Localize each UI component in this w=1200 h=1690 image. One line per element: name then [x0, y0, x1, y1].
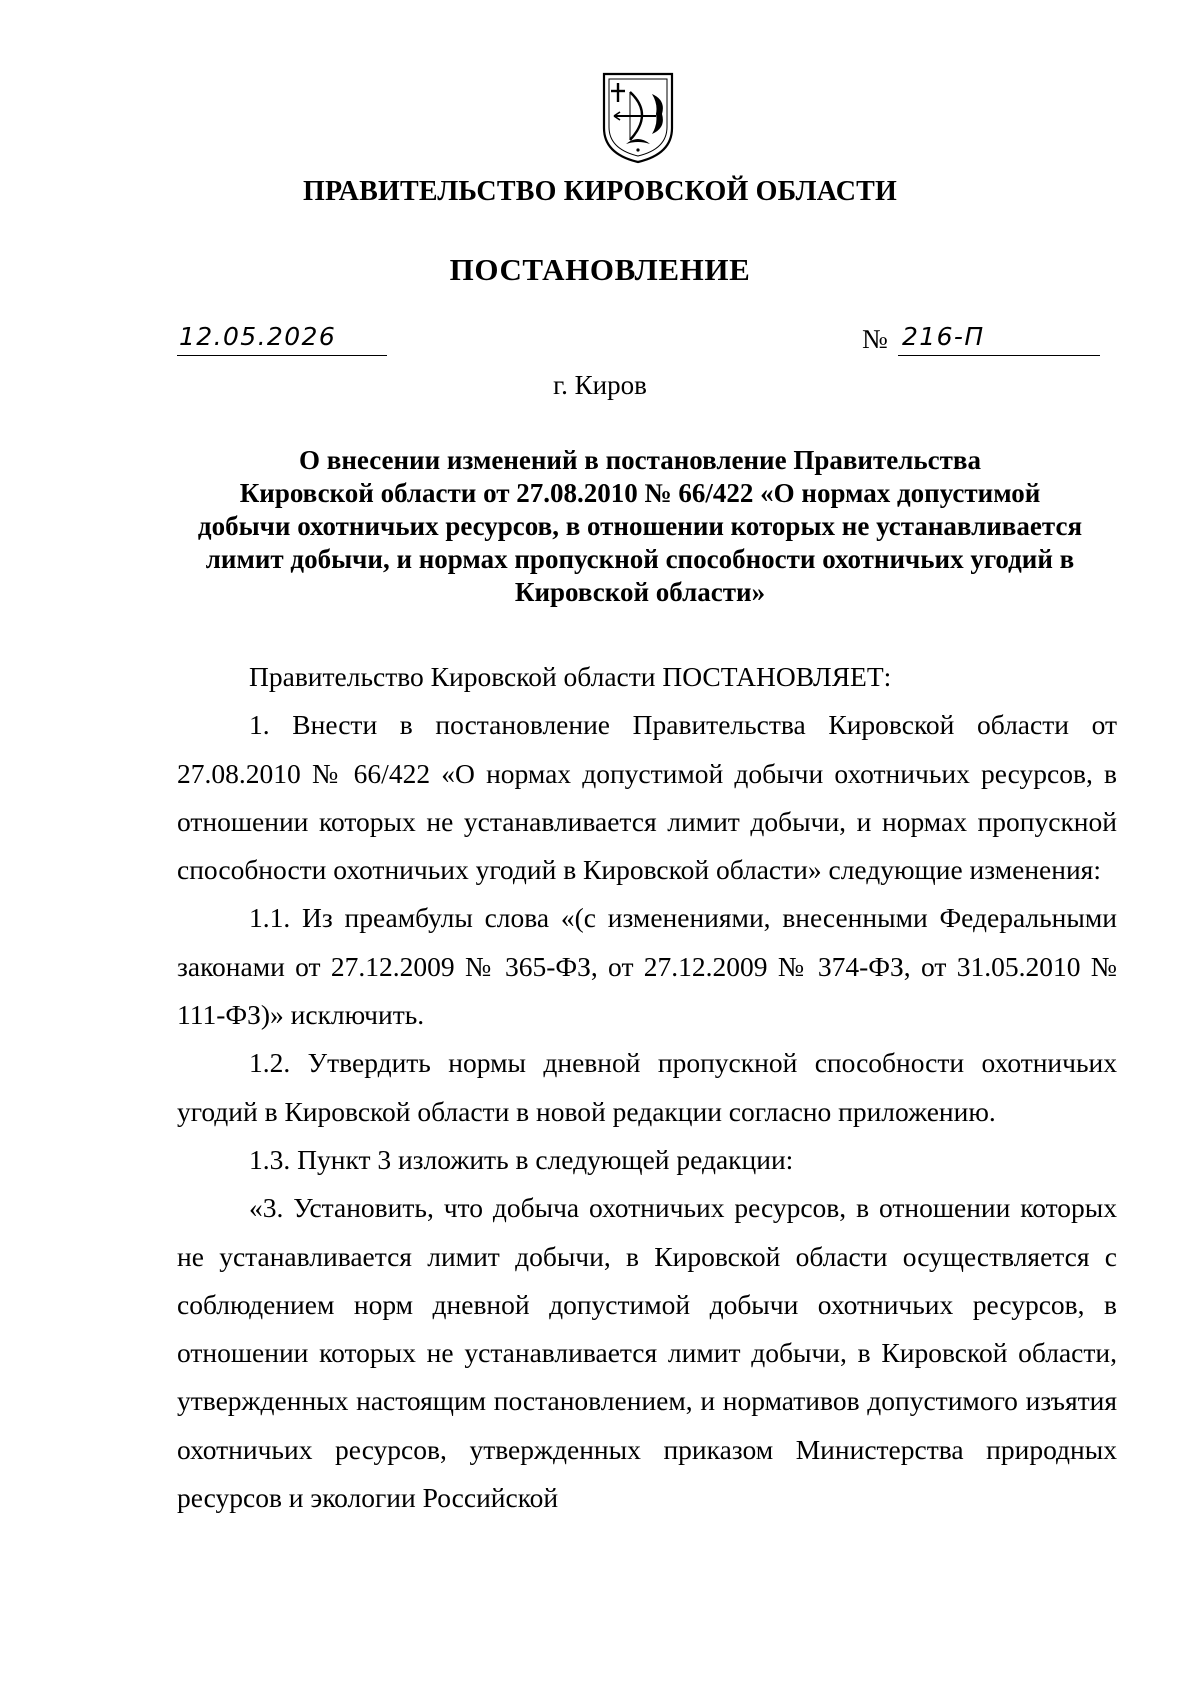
- body-paragraph: 1.3. Пункт 3 изложить в следующей редакции:: [249, 1143, 794, 1175]
- subject-line: добычи охотничьих ресурсов, в отношении которых не устанавливается: [197, 511, 1083, 541]
- coat-of-arms-emblem: [600, 70, 676, 166]
- number-underline: [898, 354, 1100, 356]
- city: г. Киров: [553, 370, 647, 400]
- body-paragraph: Правительство Кировской области ПОСТАНОВЛЯЕТ:: [249, 661, 892, 692]
- document-number: 216-П: [902, 322, 985, 351]
- body-paragraph: 1.2. Утвердить нормы дневной пропускной способности охотничьих угодий в Кировской области в новой редакции согласно приложению.: [177, 1047, 1117, 1127]
- document-subject: [175, 444, 1105, 609]
- organization-title: ПРАВИТЕЛЬСТВО КИРОВСКОЙ ОБЛАСТИ: [302, 176, 897, 207]
- body-paragraph: 1. Внести в постановление Правительства Кировской области от 27.08.2010 № 66/422 «О нормах допустимой добычи охотничьих ресурсов, в отношении которых не устанавливается лимит добычи, и нормах пропускной способности охотничьих угодий в Кировской области» следующие изменения:: [177, 709, 1117, 886]
- subject-line: Кировской области от 27.08.2010 № 66/422 «О нормах допустимой: [239, 478, 1041, 508]
- document-body: [177, 653, 1117, 1522]
- number-label: №: [862, 324, 888, 354]
- body-paragraph: «3. Установить, что добыча охотничьих ресурсов, в отношении которых не устанавливается лимит добычи, в Кировской области осуществляется с соблюдением норм дневной допустимой добычи охотничьих ресурсов, в отношении которых не устанавливается лимит добычи, в Кировской области, утвержденных настоящим постановлением, и нормативов допустимого изъятия охотничьих ресурсов, утвержденных приказом Министерства природных ресурсов и экологии Российской: [177, 1192, 1117, 1514]
- date-underline: [177, 354, 387, 356]
- document-type: ПОСТАНОВЛЕНИЕ: [449, 252, 751, 287]
- subject-line: лимит добычи, и нормах пропускной способности охотничьих угодий в: [205, 544, 1075, 574]
- subject-line: Кировской области»: [514, 577, 766, 607]
- body-paragraph: 1.1. Из преамбулы слова «(с изменениями, внесенными Федеральными законами от 27.12.2009 № 365-ФЗ, от 27.12.2009 № 374-ФЗ, от 31.05.2010 № 111-ФЗ)» исключить.: [177, 902, 1117, 1031]
- document-date: 12.05.2026: [179, 322, 337, 351]
- subject-line: О внесении изменений в постановление Правительства: [299, 445, 981, 475]
